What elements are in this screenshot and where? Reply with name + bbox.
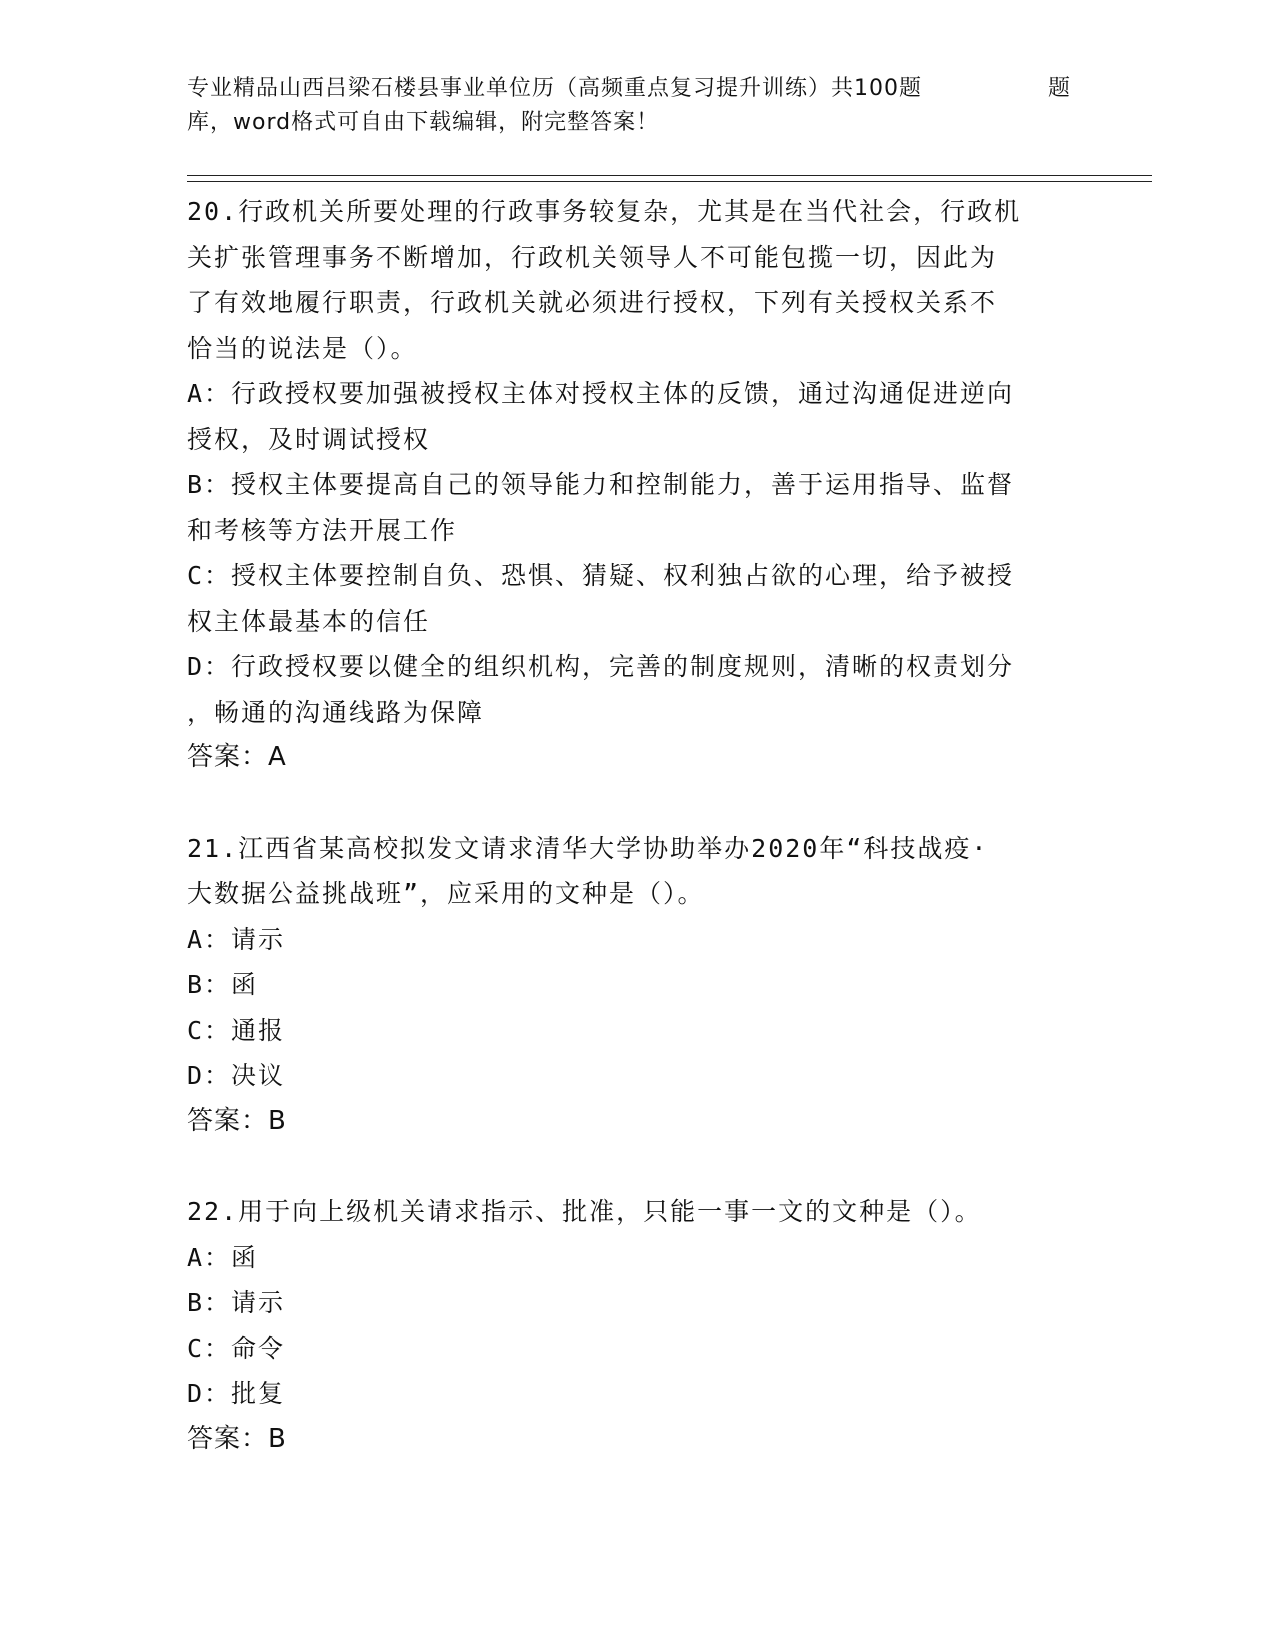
question-stem-line: 21.江西省某高校拟发文请求清华大学协助举办2020年“科技战疫· xyxy=(187,833,989,863)
header-divider-top xyxy=(187,175,1152,176)
question-21 xyxy=(187,826,1067,1145)
option-d: D：批复 xyxy=(187,1379,286,1408)
option-a: A：请示 xyxy=(187,924,286,954)
question-20 xyxy=(187,189,1067,781)
header-divider-bottom xyxy=(187,181,1152,182)
option-c: C：命令 xyxy=(187,1333,286,1363)
question-spacer xyxy=(187,1144,1067,1189)
option-d-line: ，畅通的沟通线路为保障 xyxy=(187,697,485,727)
question-stem-line: 了有效地履行职责，行政机关就必须进行授权，下列有关授权关系不 xyxy=(187,288,998,317)
option-b-line: 和考核等方法开展工作 xyxy=(187,515,458,545)
option-c-line: 权主体最基本的信任 xyxy=(187,606,431,636)
question-spacer xyxy=(187,781,1067,826)
question-22 xyxy=(187,1189,1067,1462)
option-a-line: A：行政授权要加强被授权主体对授权主体的反馈，通过沟通促进逆向 xyxy=(187,379,1015,408)
question-stem-line: 关扩张管理事务不断增加，行政机关领导人不可能包揽一切，因此为 xyxy=(187,242,998,272)
document-header xyxy=(187,72,1087,140)
answer-label: 答案：A xyxy=(187,742,287,772)
header-line-1: 专业精品山西吕梁石楼县事业单位历（高频重点复习提升训练）共100题 xyxy=(187,76,922,101)
answer-label: 答案：B xyxy=(187,1105,287,1136)
option-d: D：决议 xyxy=(187,1061,286,1090)
option-b: B：函 xyxy=(187,970,259,999)
question-stem-line: 大数据公益挑战班”，应采用的文种是（）。 xyxy=(187,879,705,908)
header-line-2: 库，word格式可自由下载编辑，附完整答案！ xyxy=(187,110,660,135)
option-c: C：通报 xyxy=(187,1015,286,1045)
option-b-line: B：授权主体要提高自己的领导能力和控制能力，善于运用指导、监督 xyxy=(187,470,1015,499)
option-d-line: D：行政授权要以健全的组织机构，完善的制度规则，清晰的权责划分 xyxy=(187,652,1015,681)
question-stem-line: 恰当的说法是（）。 xyxy=(187,333,418,363)
question-stem-line: 22.用于向上级机关请求指示、批准，只能一事一文的文种是（）。 xyxy=(187,1197,982,1226)
option-a-line: 授权，及时调试授权 xyxy=(187,424,431,454)
option-b: B：请示 xyxy=(187,1288,286,1317)
option-a: A：函 xyxy=(187,1242,259,1272)
option-c-line: C：授权主体要控制自负、恐惧、猜疑、权利独占欲的心理，给予被授 xyxy=(187,561,1015,590)
question-stem-line: 20.行政机关所要处理的行政事务较复杂，尤其是在当代社会，行政机 xyxy=(187,197,1022,226)
question-list xyxy=(187,189,1067,1462)
answer-label: 答案：B xyxy=(187,1423,287,1454)
header-line-1-tail: 题 xyxy=(1048,76,1071,101)
